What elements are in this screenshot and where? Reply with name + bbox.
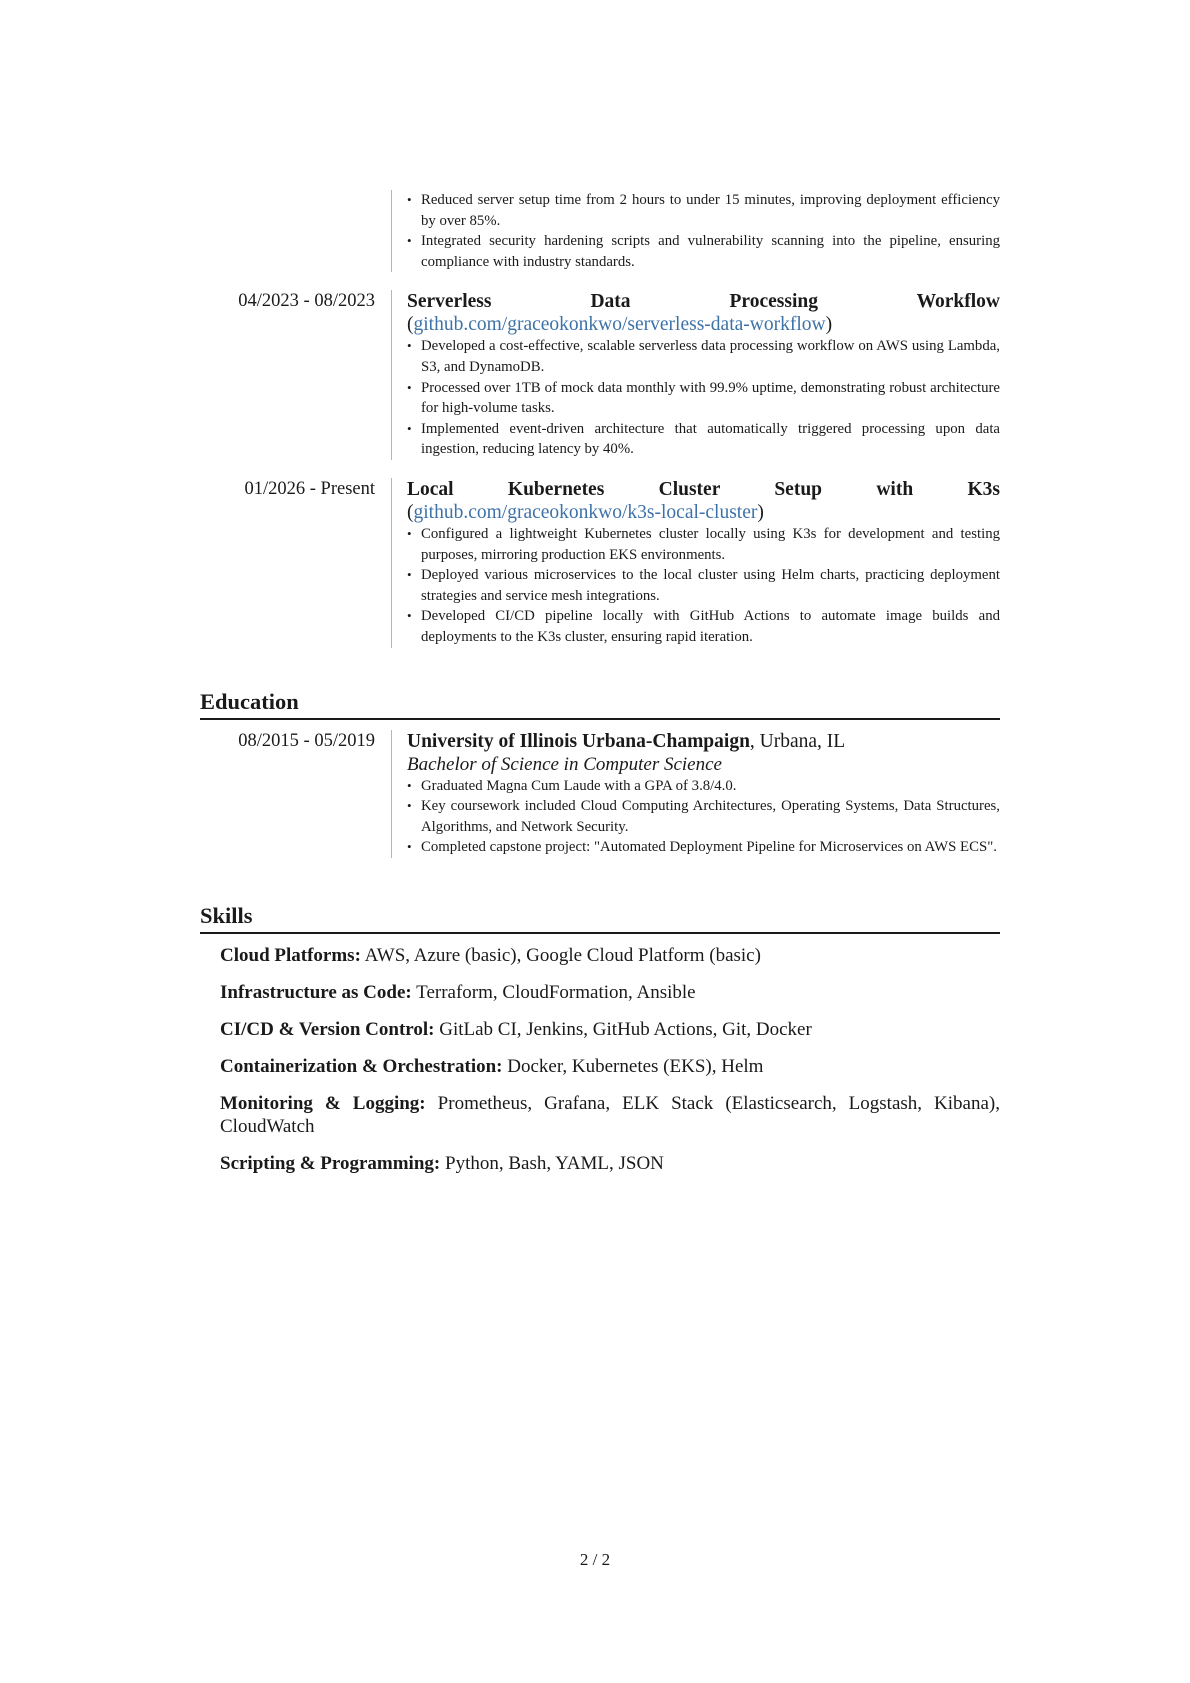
project-body bbox=[391, 478, 1000, 648]
skill-label: Monitoring & Logging: bbox=[220, 1092, 426, 1114]
school-location: , Urbana, IL bbox=[749, 730, 846, 752]
bullet-item: • Configured a lightweight Kubernetes cluster locally using K3s for development and testing purposes, mirroring production EKS environments. bbox=[407, 524, 1000, 565]
education-title-line bbox=[407, 730, 1000, 753]
resume-page bbox=[200, 190, 1000, 1189]
project-entry bbox=[200, 478, 1000, 648]
project-body bbox=[391, 190, 1000, 272]
bullet-item: • Deployed various microservices to the local cluster using Helm charts, practicing deployment strategies and service mesh integrations. bbox=[407, 565, 1000, 606]
project-title: Local Kubernetes Cluster Setup with K3s bbox=[407, 478, 1000, 500]
bullet-item: • Integrated security hardening scripts and vulnerability scanning into the pipeline, ensuring compliance with industry standards. bbox=[407, 231, 1000, 272]
skill-value: Docker, Kubernetes (EKS), Helm bbox=[507, 1055, 764, 1077]
project-entry-continued bbox=[200, 190, 1000, 272]
bullet-item: • Completed capstone project: "Automated Deployment Pipeline for Microservices on AWS ECS". bbox=[407, 837, 1000, 858]
bullet-list bbox=[407, 776, 1000, 858]
skill-row bbox=[220, 981, 1000, 1004]
skill-label: Infrastructure as Code: bbox=[220, 981, 412, 1003]
project-title-line: Local Kubernetes Cluster Setup with K3s (github.com/graceokonkwo/k3s-local-cluster) bbox=[407, 478, 1000, 523]
bullet-list bbox=[407, 336, 1000, 460]
skill-label: Containerization & Orchestration: bbox=[220, 1055, 503, 1077]
project-entry bbox=[200, 290, 1000, 460]
page-number: 2 / 2 bbox=[579, 1550, 611, 1569]
education-entry bbox=[200, 730, 1000, 858]
skill-value: Python, Bash, YAML, JSON bbox=[445, 1152, 664, 1174]
project-date: 01/2026 - Present bbox=[244, 478, 375, 499]
project-link[interactable]: github.com/graceokonkwo/k3s-local-cluster bbox=[413, 501, 758, 523]
skill-row bbox=[220, 1092, 1000, 1138]
bullet-item: • Developed CI/CD pipeline locally with GitHub Actions to automate image builds and deployments to the K3s cluster, ensuring rapid iteration. bbox=[407, 606, 1000, 647]
project-title-line: Serverless Data Processing Workflow (github.com/graceokonkwo/serverless-data-workflow) bbox=[407, 291, 1000, 336]
skill-row bbox=[220, 1055, 1000, 1078]
bullet-item: • Key coursework included Cloud Computing Architectures, Operating Systems, Data Structures, Algorithms, and Network Security. bbox=[407, 796, 1000, 837]
skills-list bbox=[200, 944, 1000, 1175]
skill-value: Terraform, CloudFormation, Ansible bbox=[416, 981, 696, 1003]
skill-label: CI/CD & Version Control: bbox=[220, 1018, 435, 1040]
skill-label: Scripting & Programming: bbox=[220, 1152, 441, 1174]
skill-row bbox=[220, 944, 1000, 967]
skill-value: AWS, Azure (basic), Google Cloud Platform (basic) bbox=[364, 944, 761, 966]
skill-value: GitLab CI, Jenkins, GitHub Actions, Git, Docker bbox=[439, 1018, 812, 1040]
project-body bbox=[391, 290, 1000, 460]
education-heading: Education bbox=[200, 688, 1000, 720]
bullet-item: • Processed over 1TB of mock data monthly with 99.9% uptime, demonstrating robust architecture for high-volume tasks. bbox=[407, 378, 1000, 419]
bullet-list bbox=[407, 190, 1000, 272]
skill-label: Cloud Platforms: bbox=[220, 944, 361, 966]
bullet-item: • Implemented event-driven architecture that automatically triggered processing upon data ingestion, reducing latency by 40%. bbox=[407, 419, 1000, 460]
skill-value: Prometheus, Grafana, ELK Stack (Elasticsearch, Logstash, Kibana), CloudWatch bbox=[220, 1092, 1001, 1137]
project-date: 04/2023 - 08/2023 bbox=[238, 291, 375, 312]
education-body bbox=[391, 730, 1000, 858]
project-link[interactable]: github.com/graceokonkwo/serverless-data-workflow bbox=[413, 314, 826, 336]
project-title: Serverless Data Processing Workflow bbox=[407, 291, 1000, 313]
school-name: University of Illinois Urbana-Champaign bbox=[407, 730, 750, 752]
degree: Bachelor of Science in Computer Science bbox=[407, 753, 722, 775]
skill-row bbox=[220, 1018, 1000, 1041]
education-date: 08/2015 - 05/2019 bbox=[238, 730, 375, 751]
skills-heading: Skills bbox=[200, 902, 1000, 934]
skill-row bbox=[220, 1152, 1000, 1175]
bullet-item: • Developed a cost-effective, scalable serverless data processing workflow on AWS using Lambda, S3, and DynamoDB. bbox=[407, 336, 1000, 377]
bullet-item: • Reduced server setup time from 2 hours to under 15 minutes, improving deployment efficiency by over 85%. bbox=[407, 190, 1000, 231]
bullet-item: • Graduated Magna Cum Laude with a GPA of 3.8/4.0. bbox=[407, 776, 1000, 797]
bullet-list bbox=[407, 524, 1000, 648]
